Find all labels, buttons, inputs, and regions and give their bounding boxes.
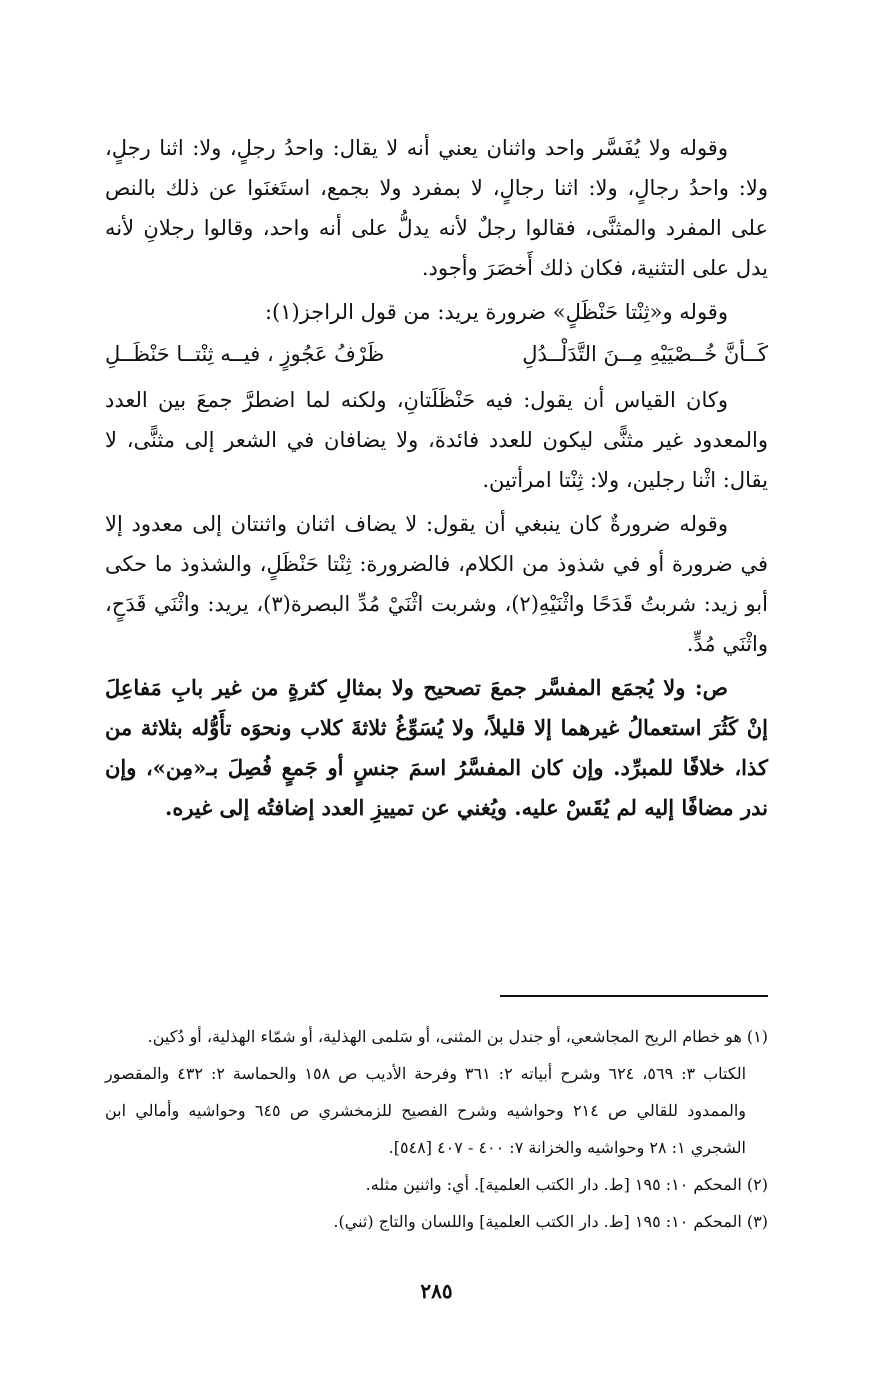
footnote-2 [105, 1166, 768, 1203]
footnote-text: الكتاب ٣: ٥٦٩، ٦٢٤ وشرح أبياته ٢: ٣٦١ وفرحة الأديب ص ١٥٨ والحماسة ٢: ٤٣٢ والمقصور والممدود للقالي ص ٢١٤ وحواشيه وشرح الفصيح للزمخشري ص ٦٤٥ وحواشيه وأمالي ابن الشجري ١: ٢٨ وحواشيه والخزانة ٧: ٤٠٠ - ٤٠٧ [٥٤٨]. [105, 1064, 747, 1157]
poetry-verse [105, 334, 768, 374]
footnote-1-continuation [105, 1055, 768, 1166]
paragraph-3: وكان القياس أن يقول: فيه حَنْظَلَتانِ، ولكنه لما اضطرَّ جمعَ بين العدد والمعدود غير مثنًّى ليكون للعدد فائدة، ولا يضافان في الشعر إلى مثنًّى، لا يقال: اثْنا رجلين، ولا: ثِنْتا امرأتين. [105, 388, 768, 492]
footnote-number: (٢) [746, 1175, 768, 1194]
paragraph-1: وقوله ولا يُفَسَّر واحد واثنان يعني أنه لا يقال: واحدُ رجلٍ، ولا: اثنا رجلٍ، ولا: واحدُ رجالٍ، ولا: اثنا رجالٍ، لا بمفرد ولا بجمع، استَغنَوا عن ذلك بالنص على المفرد والمثنَّى، فقالوا رجلٌ لأنه يدلُّ على أنه واحد، وقالوا رجلانِ لأنه يدل على التثنية، فكان ذلك أَخصَرَ وأجود. [105, 136, 768, 280]
footnote-3 [105, 1203, 768, 1240]
footnote-number: (٣) [746, 1212, 768, 1231]
page-number: ٢٨٥ [420, 1279, 453, 1303]
footnote-text: المحكم ١٠: ١٩٥ [ط. دار الكتب العلمية] واللسان والتاج (ثني). [333, 1212, 742, 1231]
footnote-1 [105, 1018, 768, 1055]
paragraph-4: وقوله ضرورةٌ كان ينبغي أن يقول: لا يضاف اثنان واثنتان إلى معدود إلا في ضرورة أو في شذوذ من الكلام، فالضرورة: ثِنْتا حَنْظَلٍ، والشذوذ ما حكى أبو زيد: شربتُ قَدَحًا واثْنَيْهِ(٢)، وشربت اثْنَيْ مُدِّ البصرة(٣)، يريد: واثْنَي قَدَحٍ، واثْنَي مُدٍّ. [105, 512, 768, 656]
footnote-separator [500, 995, 768, 997]
footnotes [105, 1018, 768, 1240]
footnote-text: هو خطام الريح المجاشعي، أو جندل بن المثنى، أو سَلمى الهذلية، أو شمّاء الهذلية، أو دُكين. [147, 1027, 742, 1046]
footnote-text: المحكم ١٠: ١٩٥ [ط. دار الكتب العلمية]. أي: واثنين مثله. [365, 1175, 742, 1194]
verse-first-hemistich: كَــأنَّ خُــصْيَيْهِ مِــنَ التَّدَلْــدُلِ [522, 342, 768, 366]
verse-second-hemistich: ظَرْفُ عَجُوزٍ ، فيــه ثِنْتــا حَنْظَــلِ [105, 342, 385, 366]
main-text-paragraph: ص: ولا يُجمَع المفسَّر جمعَ تصحيح ولا بمثالِ كثرةٍ من غير بابِ مَفاعِلَ إنْ كَثُرَ استعمالُ غيرهما إلا قليلاً، ولا يُسَوِّغُ ثلاثةَ كلاب ونحوَه تأَوُّله بثلاثة من كذا، خلافًا للمبرِّد. وإن كان المفسَّرُ اسمَ جنسٍ أو جَمعٍ فُصِلَ بـ«مِن»، وإن ندر مضافًا إليه لم يُقَسْ عليه. ويُغني عن تمييزِ العدد إضافتُه إلى غيره. [105, 675, 768, 820]
footnote-number: (١) [746, 1027, 768, 1046]
paragraph-2: وقوله و«ثِنْتا حَنْظَلٍ» ضرورة يريد: من قول الراجز(١): [264, 300, 728, 324]
